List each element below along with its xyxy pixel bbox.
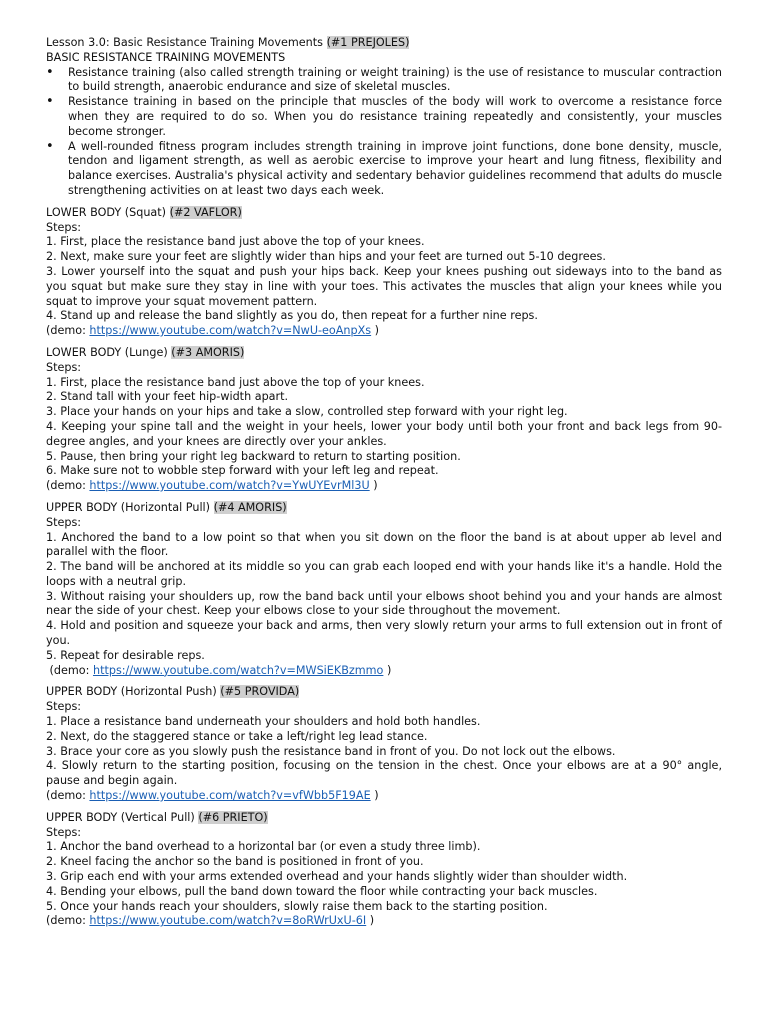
section-title-line <box>46 685 722 700</box>
section-title-line <box>46 346 722 361</box>
demo-suffix: ) <box>370 789 379 803</box>
step: 2. Next, do the staggered stance or take a left/right leg lead stance. <box>46 729 428 743</box>
demo-prefix: (demo: <box>46 324 90 338</box>
section-tag: (#4 AMORIS) <box>213 500 287 514</box>
section-tag: (#5 PROVIDA) <box>220 685 300 699</box>
step: 2. Stand tall with your feet hip-width apart. <box>46 390 289 404</box>
step: 4. Bending your elbows, pull the band down toward the floor while contracting your back muscles. <box>46 884 598 898</box>
intro-bullet: • Resistance training in based on the principle that muscles of the body will work to overcome a resistance force when they are required to do so. When you do resistance training repeatedly and consistently, your muscles become stronger. <box>46 95 722 139</box>
lesson-title: Lesson 3.0: Basic Resistance Training Movements <box>46 36 323 49</box>
demo-link[interactable]: https://www.youtube.com/watch?v=8oRWrUxU-6I <box>89 914 367 928</box>
section-title-line <box>46 811 722 826</box>
demo-suffix: ) <box>371 324 380 338</box>
section-upper-body-vertical-pull <box>46 811 722 929</box>
demo-prefix: (demo: <box>46 479 90 493</box>
step: 1. First, place the resistance band just above the top of your knees. <box>46 375 425 389</box>
step: 2. Kneel facing the anchor so the band is positioned in front of you. <box>46 855 424 869</box>
demo-link[interactable]: https://www.youtube.com/watch?v=MWSiEKBzmmo <box>92 663 384 677</box>
step: 3. Brace your core as you slowly push the resistance band in front of you. Do not lock out the elbows. <box>46 744 616 758</box>
demo-link[interactable]: https://www.youtube.com/watch?v=YwUYEvrMl3U <box>89 479 370 493</box>
lesson-title-tag: (#1 PREJOLES) <box>326 36 410 49</box>
demo-prefix: (demo: <box>46 914 90 928</box>
section-upper-body-horizontal-push <box>46 685 722 803</box>
step: 5. Pause, then bring your right leg backward to return to starting position. <box>46 449 461 463</box>
demo-prefix: (demo: <box>46 663 93 677</box>
step: 6. Make sure not to wobble step forward with your left leg and repeat. <box>46 464 439 478</box>
intro-bullet: • Resistance training (also called strength training or weight training) is the use of resistance to muscular contraction to build strength, anaerobic endurance and size of skeletal muscles. <box>46 66 722 96</box>
section-title: UPPER BODY (Horizontal Pull) <box>46 500 211 514</box>
section-tag: (#3 AMORIS) <box>171 345 245 359</box>
steps-label: Steps: <box>46 515 82 529</box>
section-title: LOWER BODY (Squat) <box>46 205 167 219</box>
section-lower-body-lunge <box>46 346 722 494</box>
demo-line <box>46 479 722 494</box>
intro-bullet-list <box>46 66 722 199</box>
step: 2. Next, make sure your feet are slightly wider than hips and your feet are turned out 5-10 degrees. <box>46 250 606 264</box>
section-tag: (#6 PRIETO) <box>198 810 268 824</box>
step: 3. Lower yourself into the squat and push your hips back. Keep your knees pushing out sideways into to the band as you squat but make sure they stay in line with your toes. This activates the muscles that align your knees while you squat to improve your squat movement pattern. <box>46 264 722 308</box>
demo-link[interactable]: https://www.youtube.com/watch?v=NwU-eoAnpXs <box>89 324 372 338</box>
demo-line <box>46 664 722 679</box>
demo-suffix: ) <box>366 914 375 928</box>
steps-label: Steps: <box>46 825 82 839</box>
lesson-title-line <box>46 36 722 51</box>
demo-line <box>46 914 722 929</box>
step: 4. Stand up and release the band slightly as you do, then repeat for a further nine reps. <box>46 309 538 323</box>
demo-line <box>46 789 722 804</box>
lesson-heading: BASIC RESISTANCE TRAINING MOVEMENTS <box>46 50 286 64</box>
steps-label: Steps: <box>46 220 82 234</box>
demo-suffix: ) <box>383 663 392 677</box>
step: 4. Keeping your spine tall and the weight in your heels, lower your body until both your front and back legs from 90-degree angles, and your knees are directly over your ankles. <box>46 419 722 448</box>
section-upper-body-horizontal-pull <box>46 501 722 679</box>
section-title-line <box>46 206 722 221</box>
demo-prefix: (demo: <box>46 789 90 803</box>
steps-label: Steps: <box>46 700 82 714</box>
step: 1. Anchored the band to a low point so that when you sit down on the floor the band is at about upper ab level and parallel with the floor. <box>46 530 722 559</box>
document-page <box>46 36 722 929</box>
step: 1. First, place the resistance band just above the top of your knees. <box>46 235 425 249</box>
section-title: UPPER BODY (Vertical Pull) <box>46 810 195 824</box>
step: 5. Repeat for desirable reps. <box>46 648 205 662</box>
step: 3. Place your hands on your hips and take a slow, controlled step forward with your right leg. <box>46 405 568 419</box>
section-tag: (#2 VAFLOR) <box>169 205 242 219</box>
section-title-line <box>46 501 722 516</box>
intro-bullet: • A well-rounded fitness program includes strength training in improve joint functions, done bone density, muscle, tendon and ligament strength, as well as aerobic exercise to improve your heart and lung fitness, flexibility and balance exercises. Australia's physical activity and sedentary behavior guidelines recommend that adults do muscle strengthening activities on at least two days each week. <box>46 140 722 199</box>
section-title: UPPER BODY (Horizontal Push) <box>46 685 217 699</box>
step: 3. Grip each end with your arms extended overhead and your hands slightly wider than shoulder width. <box>46 870 628 884</box>
step: 4. Slowly return to the starting position, focusing on the tension in the chest. Once your elbows are at a 90° angle, pause and begin again. <box>46 759 722 788</box>
section-lower-body-squat <box>46 206 722 339</box>
step: 2. The band will be anchored at its middle so you can grab each looped end with your hands like it's a handle. Hold the loops with a neutral grip. <box>46 560 722 588</box>
steps-label: Steps: <box>46 360 82 374</box>
step: 1. Place a resistance band underneath your shoulders and hold both handles. <box>46 715 481 729</box>
demo-line <box>46 324 722 339</box>
step: 1. Anchor the band overhead to a horizontal bar (or even a study three limb). <box>46 840 481 854</box>
step: 3. Without raising your shoulders up, row the band back until your elbows shoot behind you and your hands are almost near the side of your chest. Keep your elbows close to your side throughout the movement. <box>46 589 722 618</box>
demo-suffix: ) <box>369 479 378 493</box>
step: 5. Once your hands reach your shoulders, slowly raise them back to the starting position. <box>46 899 548 913</box>
section-title: LOWER BODY (Lunge) <box>46 345 168 359</box>
step: 4. Hold and position and squeeze your back and arms, then very slowly return your arms to full extension out in front of you. <box>46 619 722 648</box>
demo-link[interactable]: https://www.youtube.com/watch?v=vfWbb5F19AE <box>89 789 371 803</box>
